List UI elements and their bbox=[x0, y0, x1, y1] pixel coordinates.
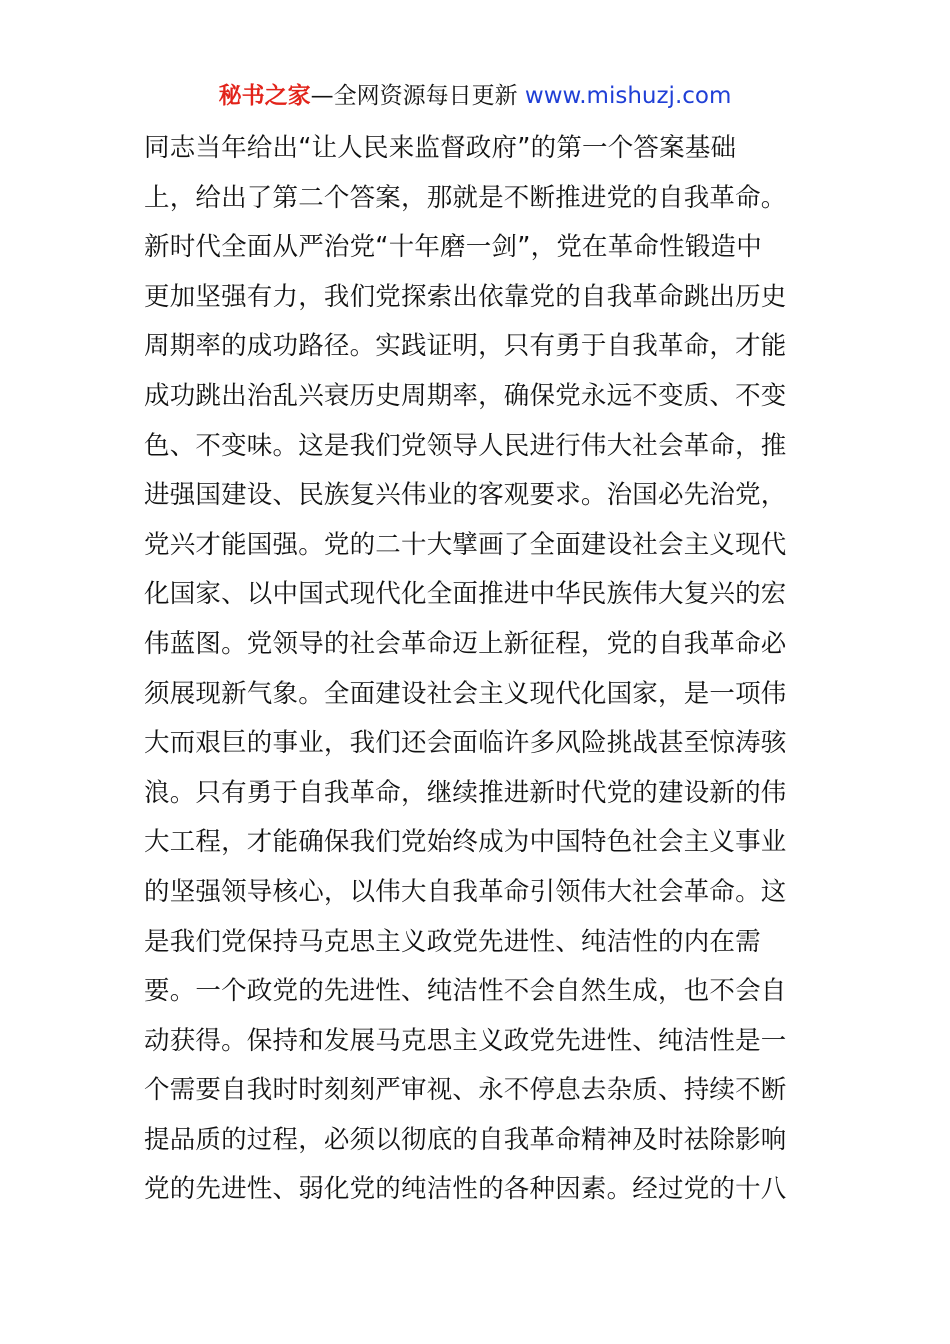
text-line: 是我们党保持马克思主义政党先进性、纯洁性的内在需 bbox=[144, 926, 761, 957]
text-line: 成功跳出治乱兴衰历史周期率，确保党永远不变质、不变 bbox=[144, 380, 787, 411]
page-header bbox=[0, 80, 950, 112]
text-line: 党的先进性、弱化党的纯洁性的各种因素。经过党的十八 bbox=[144, 1174, 787, 1205]
header-brand: 秘书之家 bbox=[218, 83, 311, 109]
text-line: 大而艰巨的事业，我们还会面临许多风险挑战甚至惊涛骇 bbox=[144, 728, 787, 759]
text-line: 浪。只有勇于自我革命，继续推进新时代党的建设新的伟 bbox=[144, 777, 787, 808]
text-line: 提品质的过程，必须以彻底的自我革命精神及时祛除影响 bbox=[144, 1124, 787, 1155]
text-line: 化国家、以中国式现代化全面推进中华民族伟大复兴的宏 bbox=[144, 579, 787, 610]
text-line: 色、不变味。这是我们党领导人民进行伟大社会革命，推 bbox=[144, 430, 787, 461]
header-url-link[interactable]: www.mishuzj.com bbox=[524, 83, 732, 109]
text-line: 周期率的成功路径。实践证明，只有勇于自我革命，才能 bbox=[144, 331, 787, 362]
text-line: 同志当年给出“让人民来监督政府”的第一个答案基础 bbox=[144, 133, 737, 163]
text-line: 要。一个政党的先进性、纯洁性不会自然生成，也不会自 bbox=[144, 976, 787, 1007]
text-line: 的坚强领导核心，以伟大自我革命引领伟大社会革命。这 bbox=[144, 876, 787, 907]
text-line: 进强国建设、民族复兴伟业的客观要求。治国必先治党， bbox=[144, 480, 787, 511]
text-line: 须展现新气象。全面建设社会主义现代化国家，是一项伟 bbox=[144, 678, 787, 709]
text-line: 动获得。保持和发展马克思主义政党先进性、纯洁性是一 bbox=[144, 1025, 787, 1056]
text-line: 个需要自我时时刻刻严审视、永不停息去杂质、持续不断 bbox=[144, 1075, 787, 1106]
text-line: 上，给出了第二个答案，那就是不断推进党的自我革命。 bbox=[144, 182, 787, 213]
text-line: 伟蓝图。党领导的社会革命迈上新征程，党的自我革命必 bbox=[144, 628, 787, 659]
text-line: 大工程，才能确保我们党始终成为中国特色社会主义事业 bbox=[144, 827, 787, 858]
text-line: 更加坚强有力，我们党探索出依靠党的自我革命跳出历史 bbox=[144, 281, 787, 312]
text-line: 新时代全面从严治党“十年磨一剑”，党在革命性锻造中 bbox=[144, 232, 762, 263]
text-line: 党兴才能国强。党的二十大擘画了全面建设社会主义现代 bbox=[144, 529, 787, 560]
body-text bbox=[144, 124, 812, 1215]
header-tagline: —全网资源每日更新 bbox=[310, 83, 525, 109]
